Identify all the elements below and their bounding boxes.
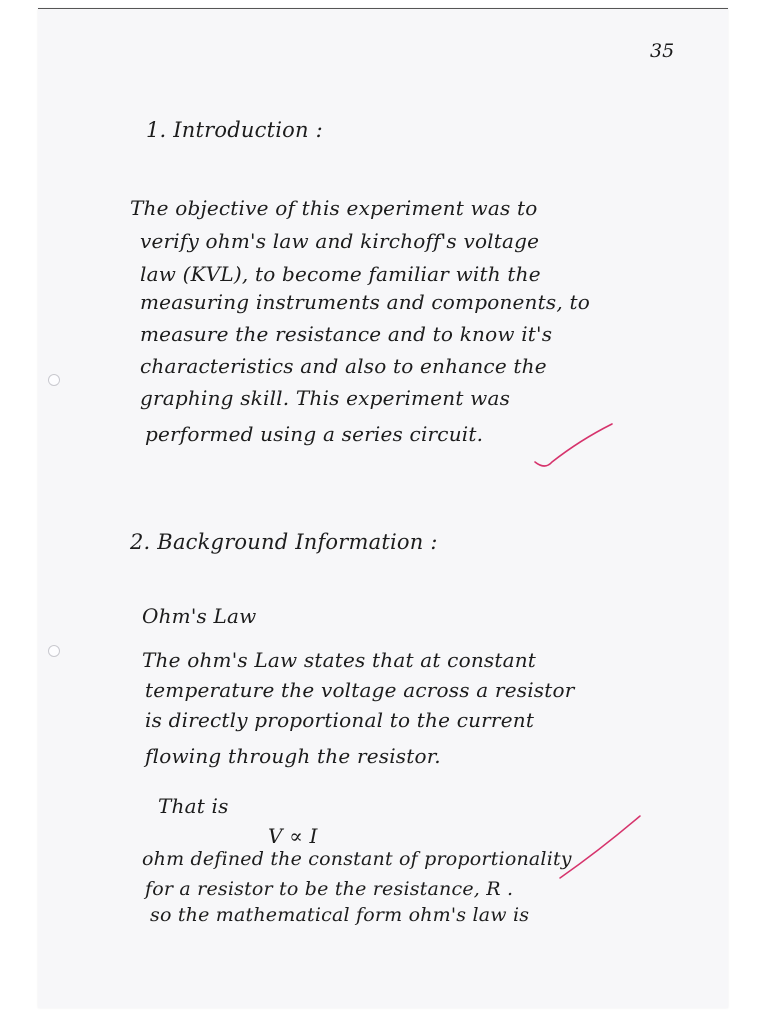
proportionality-formula: V ∝ I xyxy=(268,824,318,848)
intro-line: graphing skill. This experiment was xyxy=(140,386,511,410)
closing-line: ohm defined the constant of proportionality xyxy=(142,848,572,870)
ohms-law-line: temperature the voltage across a resistor xyxy=(145,678,575,702)
intro-line: The objective of this experiment was to xyxy=(130,196,538,220)
closing-line: for a resistor to be the resistance, R . xyxy=(145,878,514,900)
closing-line: so the mathematical form ohm's law is xyxy=(150,904,530,926)
ohms-law-line: The ohm's Law states that at constant xyxy=(142,648,537,672)
page-top-edge xyxy=(38,8,728,9)
intro-line: law (KVL), to become familiar with the xyxy=(140,262,541,286)
intro-line: measure the resistance and to know it's xyxy=(140,322,553,346)
intro-line: verify ohm's law and kirchoff's voltage xyxy=(140,229,540,253)
punch-hole-upper xyxy=(48,374,60,386)
intro-line: performed using a series circuit. xyxy=(145,422,484,446)
section1-heading: 1. Introduction : xyxy=(146,118,323,142)
punch-hole-lower xyxy=(48,645,60,657)
ohms-law-subheading: Ohm's Law xyxy=(142,604,257,628)
that-is-label: That is xyxy=(158,794,229,818)
intro-line: characteristics and also to enhance the xyxy=(140,354,547,378)
page-number: 35 xyxy=(650,40,675,62)
section2-heading: 2. Background Information : xyxy=(130,530,438,554)
ohms-law-line: flowing through the resistor. xyxy=(145,744,441,768)
intro-line: measuring instruments and components, to xyxy=(140,290,590,314)
ohms-law-line: is directly proportional to the current xyxy=(145,708,535,732)
